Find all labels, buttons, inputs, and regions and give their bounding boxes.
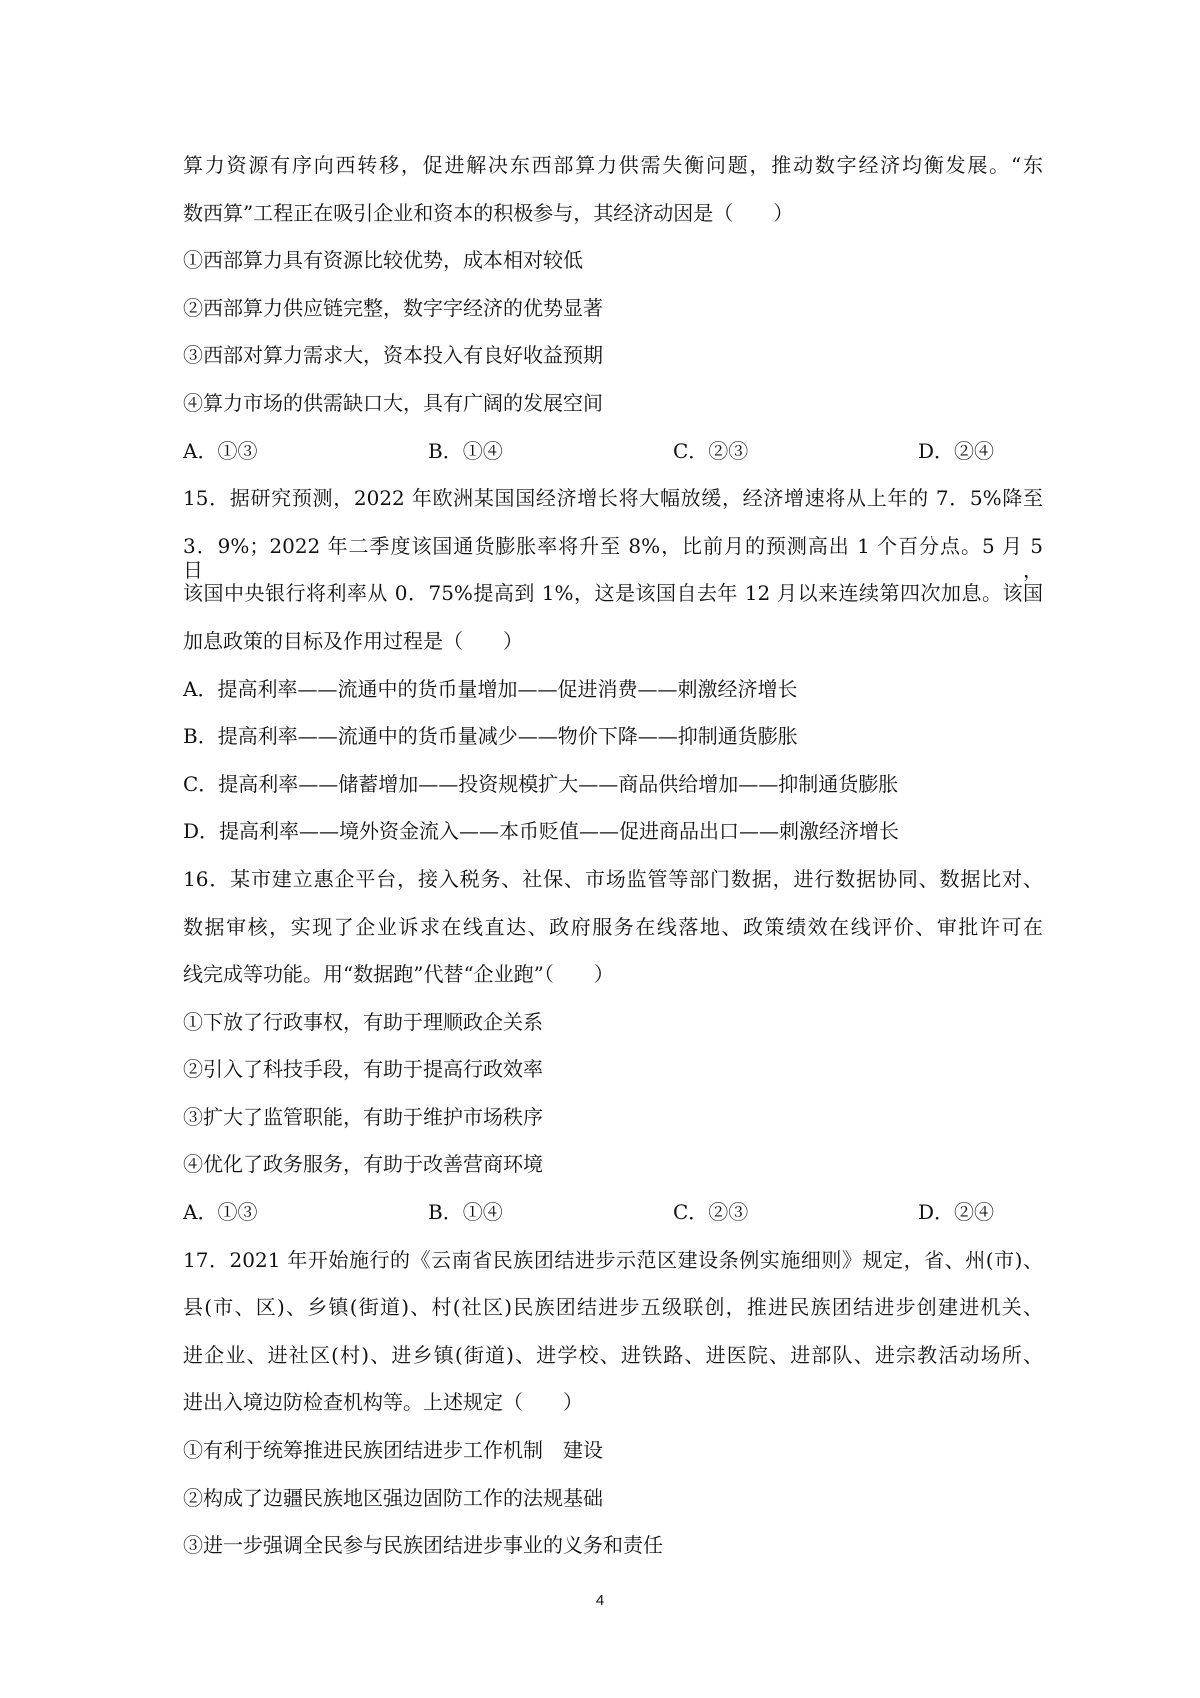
question-stem-line: 17．2021 年开始施行的《云南省民族团结进步示范区建设条例实施细则》规定，省、州(市)、 [183, 1247, 1043, 1272]
option-a: A．①③ [183, 1200, 258, 1225]
question-stem-line: 县(市、区)、乡镇(街道)、村(社区)民族团结进步五级联创，推进民族团结进步创建进机关、 [183, 1295, 1043, 1320]
answer-options [183, 1200, 1043, 1224]
statement-item: ④优化了政务服务，有助于改善营商环境 [183, 1152, 543, 1177]
question-stem-line: 16．某市建立惠企平台，接入税务、社保、市场监管等部门数据，进行数据协同、数据比对、 [183, 866, 1043, 891]
option-c: C．②③ [673, 438, 749, 463]
question-stem-line: 进企业、进社区(村)、进乡镇(街道)、进学校、进铁路、进医院、进部队、进宗教活动场所、 [183, 1342, 1043, 1367]
statement-item: ①有利于统筹推进民族团结进步工作机制 建设 [183, 1438, 603, 1463]
option-b: B．①④ [428, 1200, 503, 1225]
question-stem-line: 3．9%；2022 年二季度该国通货膨胀率将升至 8%，比前月的预测高出 1 个百分点。5 月 5 日， [183, 533, 1043, 582]
question-stem-line: 数西算”工程正在吸引企业和资本的积极参与，其经济动因是（ ） [183, 200, 794, 225]
statement-item: ①下放了行政事权，有助于理顺政企关系 [183, 1009, 543, 1034]
option-b: B．①④ [428, 438, 503, 463]
option-d: D．提高利率——境外资金流入——本币贬值——促进商品出口——刺激经济增长 [183, 819, 900, 844]
option-b: B．提高利率——流通中的货币量减少——物价下降——抑制通货膨胀 [183, 724, 798, 749]
statement-item: ②构成了边疆民族地区强边固防工作的法规基础 [183, 1485, 603, 1510]
answer-options [183, 439, 1043, 463]
question-15 [183, 486, 1043, 843]
option-d: D．②④ [918, 1200, 995, 1225]
option-a: A．提高利率——流通中的货币量增加——促进消费——刺激经济增长 [183, 676, 798, 701]
option-c: C．②③ [673, 1200, 749, 1225]
page-number: 4 [595, 1592, 605, 1609]
option-d: D．②④ [918, 438, 995, 463]
question-stem-line: 线完成等功能。用“数据跑”代替“企业跑”（ ） [183, 962, 614, 987]
question-stem-line: 该国中央银行将利率从 0．75%提高到 1%，这是该国自去年 12 月以来连续第四次加息。该国 [183, 581, 1043, 606]
question-stem-line: 加息政策的目标及作用过程是（ ） [183, 628, 523, 653]
question-stem-line: 进出入境边防检查机构等。上述规定（ ） [183, 1390, 583, 1415]
statement-item: ①西部算力具有资源比较优势，成本相对较低 [183, 248, 583, 273]
statement-item: ③扩大了监管职能，有助于维护市场秩序 [183, 1104, 543, 1129]
question-14 [183, 153, 1043, 463]
statement-item: ②西部算力供应链完整，数字字经济的优势显著 [183, 295, 603, 320]
question-16 [183, 867, 1043, 1224]
question-stem-line: 15．据研究预测，2022 年欧洲某国国经济增长将大幅放缓，经济增速将从上年的 7．5%降至 [183, 486, 1043, 511]
question-stem-line: 数据审核，实现了企业诉求在线直达、政府服务在线落地、政策绩效在线评价、审批许可在 [183, 914, 1043, 939]
statement-item: ②引入了科技手段，有助于提高行政效率 [183, 1057, 543, 1082]
page-content [183, 153, 1043, 1581]
option-c: C．提高利率——储蓄增加——投资规模扩大——商品供给增加——抑制通货膨胀 [183, 771, 899, 796]
question-stem-line: 算力资源有序向西转移，促进解决东西部算力供需失衡问题，推动数字经济均衡发展。“东 [183, 153, 1043, 177]
option-a: A．①③ [183, 438, 258, 463]
statement-item: ④算力市场的供需缺口大，具有广阔的发展空间 [183, 390, 603, 415]
statement-item: ③进一步强调全民参与民族团结进步事业的义务和责任 [183, 1533, 663, 1558]
question-17 [183, 1248, 1043, 1558]
statement-item: ③西部对算力需求大，资本投入有良好收益预期 [183, 343, 603, 368]
